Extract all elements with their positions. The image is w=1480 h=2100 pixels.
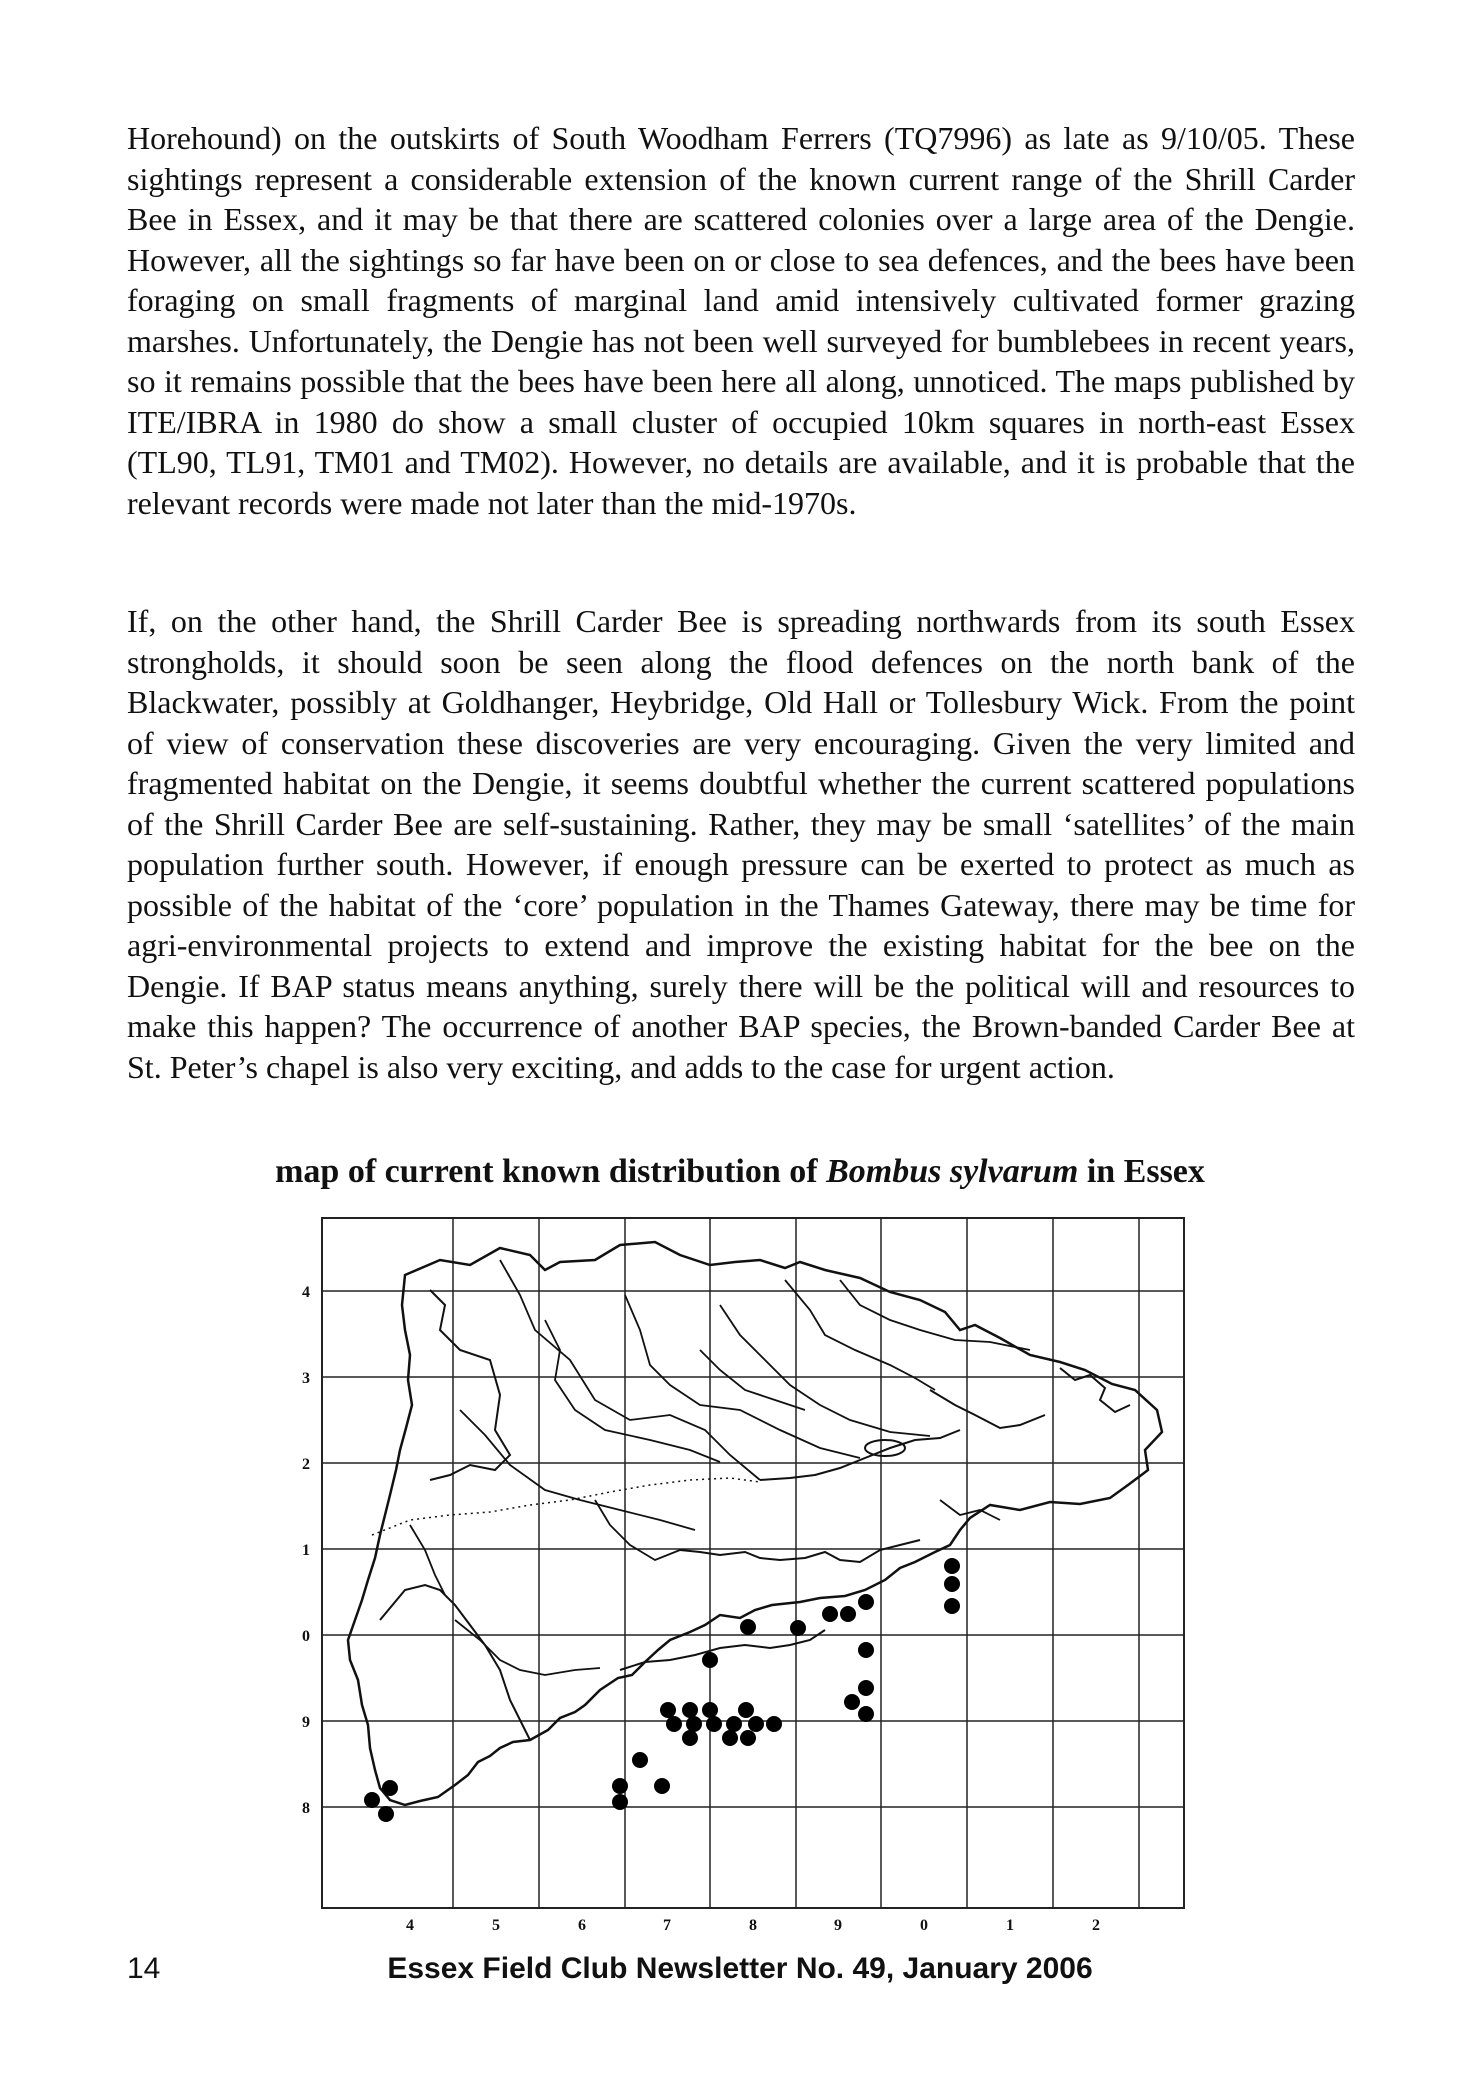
x-axis-label: 5 — [492, 1917, 500, 1934]
record-dot — [944, 1558, 960, 1574]
x-axis-label: 0 — [920, 1917, 928, 1934]
x-axis-label: 4 — [406, 1917, 414, 1934]
y-axis-label: 9 — [302, 1714, 310, 1731]
record-dot — [654, 1778, 670, 1794]
y-axis-label: 8 — [302, 1800, 310, 1817]
map-grid — [322, 1218, 1184, 1908]
page-number: 14 — [127, 1952, 161, 1985]
y-axis-label: 3 — [302, 1370, 310, 1387]
y-axis-label: 1 — [302, 1542, 310, 1559]
record-dot — [612, 1794, 628, 1810]
record-dot — [944, 1598, 960, 1614]
x-axis-label: 7 — [663, 1917, 671, 1934]
x-axis-label: 6 — [578, 1917, 586, 1934]
record-dot — [702, 1702, 718, 1718]
record-dot — [790, 1620, 806, 1636]
record-dot — [858, 1680, 874, 1696]
x-axis-label: 2 — [1092, 1917, 1100, 1934]
record-dot — [702, 1652, 718, 1668]
record-dot — [682, 1702, 698, 1718]
record-dot — [738, 1702, 754, 1718]
record-dot — [748, 1716, 764, 1732]
body-paragraph-1: Horehound) on the outskirts of South Woodham Ferrers (TQ7996) as late as 9/10/05. These sightings represent a considerable extension of the known current range of the Shrill Carder Bee in Essex, and it may be that there are scattered colonies over a large area of the Dengie. However, all the sightings so far have been on or close to sea defences, and the bees have been foraging on small fragments of marginal land amid intensively cultivated former grazing marshes. Unfortunately, the Dengie has not been well surveyed for bumblebees in recent years, so it remains possible that the bees have been here all along, unnoticed. The maps published by ITE/IBRA in 1980 do show a small cluster of occupied 10km squares in north-east Essex (TL90, TL91, TM01 and TM02). However, no details are available, and it is probable that the relevant records were made not later than the mid-1970s. — [127, 120, 1355, 521]
record-dot — [822, 1606, 838, 1622]
x-axis-label: 8 — [749, 1917, 757, 1934]
map-title: map of current known distribution of Bombus sylvarum in Essex — [275, 1153, 1205, 1190]
record-dot — [364, 1792, 380, 1808]
species-name: Bombus sylvarum — [826, 1153, 1079, 1190]
publication-footer: Essex Field Club Newsletter No. 49, January 2006 — [387, 1952, 1093, 1985]
map-frame — [322, 1218, 1184, 1908]
record-dot — [722, 1730, 738, 1746]
record-dot — [766, 1716, 782, 1732]
record-dot — [740, 1730, 756, 1746]
record-dot — [706, 1716, 722, 1732]
record-dot — [844, 1694, 860, 1710]
record-dot — [740, 1619, 756, 1635]
body-paragraph-2: If, on the other hand, the Shrill Carder Bee is spreading northwards from its south Essex strongholds, it should soon be seen along the flood defences on the north bank of the Blackwater, possibly at Goldhanger, Heybridge, Old Hall or Tollesbury Wick. From the point of view of conservation these discoveries are very encouraging. Given the very limited and fragmented habitat on the Dengie, it seems doubtful whether the current scattered populations of the Shrill Carder Bee are self-sustaining. Rather, they may be small ‘satellites’ of the main population further south. However, if enough pressure can be exerted to protect as much as possible of the habitat of the ‘core’ population in the Thames Gateway, there may be time for agri-environmental projects to extend and improve the existing habitat for the bee on the Dengie. If BAP status means anything, surely there will be the political will and resources to make this happen? The occurrence of another BAP species, the Brown-banded Carder Bee at St. Peter’s chapel is also very exciting, and adds to the case for urgent action. — [127, 603, 1355, 1085]
record-dot — [726, 1716, 742, 1732]
y-axis-label: 2 — [302, 1456, 310, 1473]
y-axis-label: 0 — [302, 1628, 310, 1645]
record-dot — [666, 1716, 682, 1732]
record-dot — [612, 1778, 628, 1794]
record-dot — [382, 1780, 398, 1796]
record-dot — [944, 1576, 960, 1592]
record-dot — [682, 1730, 698, 1746]
record-dot — [378, 1806, 394, 1822]
record-dot — [858, 1642, 874, 1658]
record-dot — [858, 1706, 874, 1722]
x-axis-label: 1 — [1006, 1917, 1014, 1934]
record-dot — [840, 1606, 856, 1622]
x-axis-label: 9 — [834, 1917, 842, 1934]
record-dot — [632, 1752, 648, 1768]
record-dot — [660, 1702, 676, 1718]
x-axis-labels — [406, 1917, 1100, 1934]
distribution-map — [200, 1200, 1200, 1935]
record-dot — [858, 1594, 874, 1610]
y-axis-label: 4 — [302, 1284, 310, 1301]
y-axis-labels — [302, 1284, 310, 1817]
record-dot — [686, 1716, 702, 1732]
